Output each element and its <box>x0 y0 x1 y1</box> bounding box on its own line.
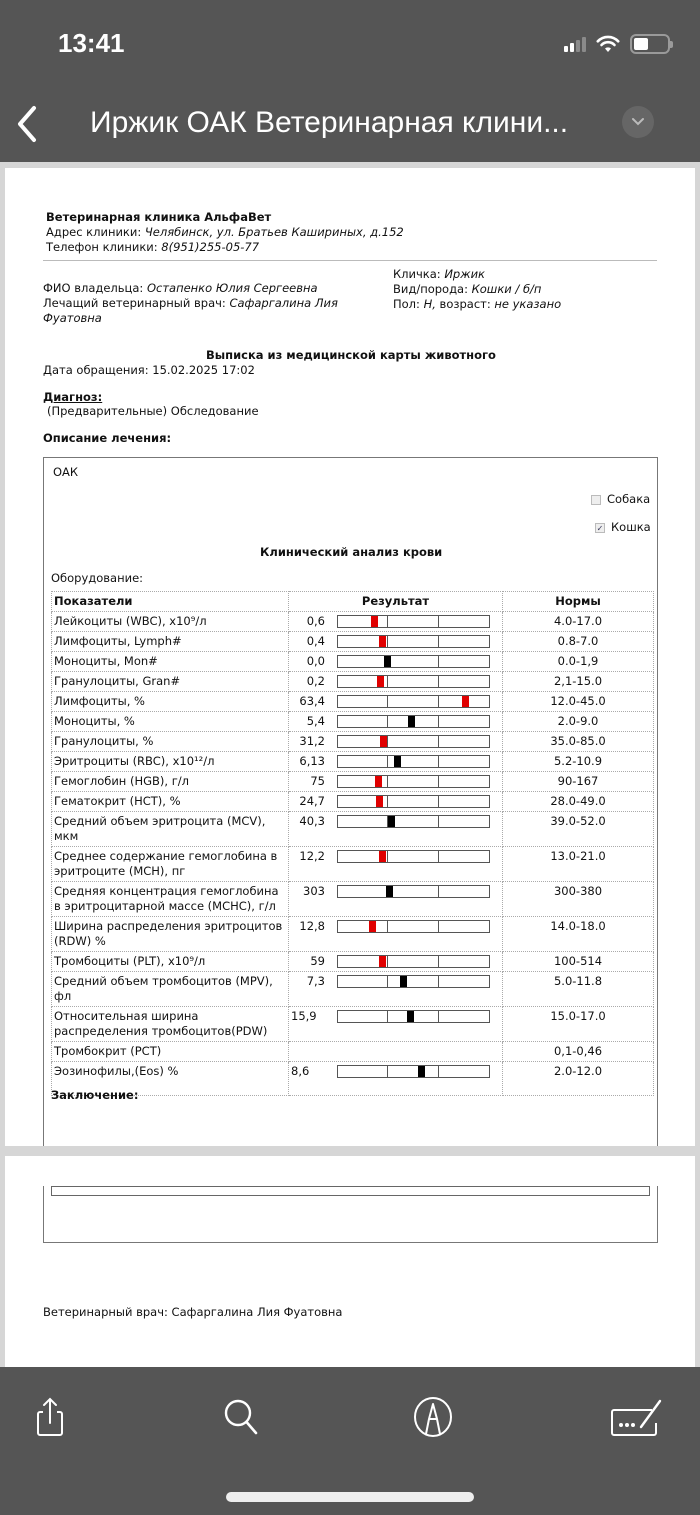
result-value: 8,6 <box>291 1064 310 1078</box>
status-bar <box>0 0 700 90</box>
result-marker <box>379 956 386 967</box>
table-row <box>52 1007 654 1042</box>
result-scale-bar <box>337 975 490 988</box>
norm-range: 90-167 <box>503 772 654 792</box>
result-scale-bar <box>337 715 490 728</box>
record-title: Выписка из медицинской карты животного <box>206 348 496 362</box>
result-scale-bar <box>337 615 490 628</box>
result-value: 24,7 <box>299 794 325 808</box>
pdf-viewer[interactable] <box>0 162 700 1367</box>
table-row <box>52 1062 654 1096</box>
result-value: 5,4 <box>306 714 325 728</box>
table-row <box>52 847 654 882</box>
result-marker <box>377 676 384 687</box>
table-row <box>52 792 654 812</box>
navigation-bar <box>0 90 700 162</box>
cellular-signal-icon <box>564 36 586 52</box>
header-norm: Нормы <box>503 592 654 612</box>
table-row <box>52 692 654 712</box>
result-cell <box>289 792 503 812</box>
param-name: Средний объем эритроцита (MCV), мкм <box>52 812 289 847</box>
analysis-type: ОАК <box>53 465 79 479</box>
norm-range: 5.2-10.9 <box>503 752 654 772</box>
result-value: 75 <box>310 774 325 788</box>
result-scale-bar <box>337 885 490 898</box>
result-cell <box>289 812 503 847</box>
norm-range: 14.0-18.0 <box>503 917 654 952</box>
result-cell <box>289 1042 503 1062</box>
param-name: Тромбокрит (PCT) <box>52 1042 289 1062</box>
result-cell <box>289 732 503 752</box>
result-marker <box>462 696 469 707</box>
result-scale-bar <box>337 635 490 648</box>
result-cell <box>289 672 503 692</box>
result-scale-bar <box>337 655 490 668</box>
result-cell <box>289 1007 503 1042</box>
result-marker <box>375 776 382 787</box>
result-scale-bar <box>337 775 490 788</box>
bottom-toolbar <box>0 1367 700 1515</box>
result-marker <box>408 716 415 727</box>
result-cell <box>289 882 503 917</box>
result-marker <box>379 636 386 647</box>
param-name: Моноциты, Mon# <box>52 652 289 672</box>
norm-range: 5.0-11.8 <box>503 972 654 1007</box>
conclusion-field <box>51 1186 650 1196</box>
result-value: 59 <box>310 954 325 968</box>
result-scale-bar <box>337 695 490 708</box>
battery-icon <box>630 34 670 54</box>
search-icon[interactable] <box>219 1395 263 1439</box>
result-marker <box>400 976 407 987</box>
param-name: Гранулоциты, Gran# <box>52 672 289 692</box>
result-marker <box>379 851 386 862</box>
diagnosis-text: (Предварительные) Обследование <box>47 404 259 418</box>
clinic-address: Адрес клиники: Челябинск, ул. Братьев Кашириных, д.152 <box>46 225 404 239</box>
norm-range: 0.0-1,9 <box>503 652 654 672</box>
table-row <box>52 672 654 692</box>
owner-name: ФИО владельца: Остапенко Юлия Сергеевна <box>43 281 318 295</box>
norm-range: 39.0-52.0 <box>503 812 654 847</box>
norm-range: 300-380 <box>503 882 654 917</box>
checkbox-dog[interactable]: Собака <box>591 492 650 507</box>
result-cell <box>289 972 503 1007</box>
norm-range: 12.0-45.0 <box>503 692 654 712</box>
analysis-title: Клинический анализ крови <box>260 545 443 559</box>
result-scale-bar <box>337 1010 490 1023</box>
wifi-icon <box>596 35 620 53</box>
result-value: 12,2 <box>299 849 325 863</box>
result-value: 15,9 <box>291 1009 317 1023</box>
result-marker <box>407 1011 414 1022</box>
result-marker <box>388 816 395 827</box>
result-value: 6,13 <box>299 754 325 768</box>
norm-range: 35.0-85.0 <box>503 732 654 752</box>
checkbox-cat-box[interactable]: ✓ <box>596 523 604 533</box>
result-marker <box>418 1066 425 1077</box>
chevron-down-icon <box>622 106 654 138</box>
norm-range: 2.0-9.0 <box>503 712 654 732</box>
result-marker <box>394 756 401 767</box>
result-cell <box>289 917 503 952</box>
table-row <box>52 772 654 792</box>
conclusion-label: Заключение: <box>51 1088 139 1102</box>
equipment-label: Оборудование: <box>51 571 144 585</box>
divider <box>43 260 657 261</box>
header-result: Результат <box>289 592 503 612</box>
param-name: Гематокрит (HCT), % <box>52 792 289 812</box>
table-row <box>52 632 654 652</box>
param-name: Моноциты, % <box>52 712 289 732</box>
table-row <box>52 1042 654 1062</box>
param-name: Эозинофилы,(Eos) % <box>52 1062 289 1096</box>
param-name: Гранулоциты, % <box>52 732 289 752</box>
norm-range: 100-514 <box>503 952 654 972</box>
table-header-row <box>52 592 654 612</box>
vet-signature: Ветеринарный врач: Сафаргалина Лия Фуатовна <box>43 1305 343 1319</box>
param-name: Эритроциты (RBC), x10¹²/л <box>52 752 289 772</box>
param-name: Гемоглобин (HGB), г/л <box>52 772 289 792</box>
title-menu-button[interactable] <box>622 106 654 138</box>
norm-range: 15.0-17.0 <box>503 1007 654 1042</box>
markup-pen-icon[interactable] <box>411 1395 455 1439</box>
table-row <box>52 917 654 952</box>
table-row <box>52 652 654 672</box>
result-scale-bar <box>337 795 490 808</box>
diagnosis-label: Диагноз: <box>43 390 103 404</box>
table-body <box>52 612 654 1096</box>
blood-test-table <box>51 591 654 1096</box>
header-param: Показатели <box>52 592 289 612</box>
result-value: 40,3 <box>299 814 325 828</box>
visit-date: Дата обращения: 15.02.2025 17:02 <box>43 363 255 377</box>
param-name: Тромбоциты (PLT), x10⁹/л <box>52 952 289 972</box>
attending-vet: Лечащий ветеринарный врач: Сафаргалина Лия <box>43 296 338 310</box>
param-name: Лимфоциты, Lymph# <box>52 632 289 652</box>
status-icons <box>564 34 670 54</box>
result-scale-bar <box>337 755 490 768</box>
table-row <box>52 972 654 1007</box>
result-value: 0,2 <box>306 674 325 688</box>
result-value: 0,4 <box>306 634 325 648</box>
result-scale-bar <box>337 735 490 748</box>
table-row <box>52 732 654 752</box>
result-cell <box>289 772 503 792</box>
param-name: Относительная ширина распределения тромбоцитов(PDW) <box>52 1007 289 1042</box>
norm-range: 2.0-12.0 <box>503 1062 654 1096</box>
share-icon[interactable] <box>28 1395 72 1439</box>
result-marker <box>384 656 391 667</box>
result-cell <box>289 1062 503 1096</box>
pet-name: Кличка: Иржик <box>393 267 485 281</box>
result-value: 12,8 <box>299 919 325 933</box>
table-row <box>52 712 654 732</box>
table-row <box>52 952 654 972</box>
clinic-name: Ветеринарная клиника АльфаВет <box>46 210 272 224</box>
document-title[interactable]: Иржик ОАК Ветеринарная клини... <box>90 106 569 139</box>
result-value: 0,0 <box>306 654 325 668</box>
back-chevron-icon[interactable] <box>12 104 46 144</box>
norm-range: 4.0-17.0 <box>503 612 654 632</box>
pdf-page-1 <box>5 168 695 1146</box>
table-row <box>52 612 654 632</box>
result-cell <box>289 847 503 882</box>
result-marker <box>376 796 383 807</box>
result-scale-bar <box>337 850 490 863</box>
attending-vet-cont: Фуатовна <box>43 311 102 325</box>
checkbox-cat[interactable]: ✓ Кошка <box>596 520 651 534</box>
table-row <box>52 752 654 772</box>
result-scale-bar <box>337 955 490 968</box>
result-cell <box>289 652 503 672</box>
result-cell <box>289 692 503 712</box>
result-cell <box>289 712 503 732</box>
clinic-phone: Телефон клиники: 8(951)255-05-77 <box>46 240 260 254</box>
param-name: Средняя концентрация гемоглобина в эритроцитарной массе (MCHC), г/л <box>52 882 289 917</box>
checkbox-dog-box[interactable] <box>591 495 601 505</box>
result-value: 31,2 <box>299 734 325 748</box>
result-marker <box>386 886 393 897</box>
result-value: 0,6 <box>306 614 325 628</box>
result-marker <box>371 616 378 627</box>
norm-range: 2,1-15.0 <box>503 672 654 692</box>
home-indicator[interactable] <box>226 1492 474 1502</box>
table-row <box>52 882 654 917</box>
table-row <box>52 812 654 847</box>
result-cell <box>289 752 503 772</box>
pdf-page-2 <box>5 1156 695 1367</box>
norm-range: 0.8-7.0 <box>503 632 654 652</box>
result-marker <box>380 736 387 747</box>
result-scale-bar <box>337 1065 490 1078</box>
result-cell <box>289 952 503 972</box>
param-name: Ширина распределения эритроцитов (RDW) % <box>52 917 289 952</box>
result-value: 7,3 <box>306 974 325 988</box>
norm-range: 28.0-49.0 <box>503 792 654 812</box>
pet-species: Вид/порода: Кошки / б/п <box>393 282 542 296</box>
result-value: 303 <box>303 884 325 898</box>
norm-range: 13.0-21.0 <box>503 847 654 882</box>
pet-sex-age: Пол: Н, возраст: не указано <box>393 297 562 311</box>
result-scale-bar <box>337 675 490 688</box>
result-scale-bar <box>337 920 490 933</box>
treatment-label: Описание лечения: <box>43 431 172 445</box>
result-marker <box>369 921 376 932</box>
norm-range: 0,1-0,46 <box>503 1042 654 1062</box>
param-name: Лимфоциты, % <box>52 692 289 712</box>
status-time: 13:41 <box>58 28 125 58</box>
result-cell <box>289 612 503 632</box>
param-name: Средний объем тромбоцитов (MPV), фл <box>52 972 289 1007</box>
result-cell <box>289 632 503 652</box>
result-scale-bar <box>337 815 490 828</box>
result-value: 63,4 <box>299 694 325 708</box>
signature-icon[interactable] <box>608 1395 668 1439</box>
param-name: Среднее содержание гемоглобина в эритроците (MCH), пг <box>52 847 289 882</box>
param-name: Лейкоциты (WBC), x10⁹/л <box>52 612 289 632</box>
